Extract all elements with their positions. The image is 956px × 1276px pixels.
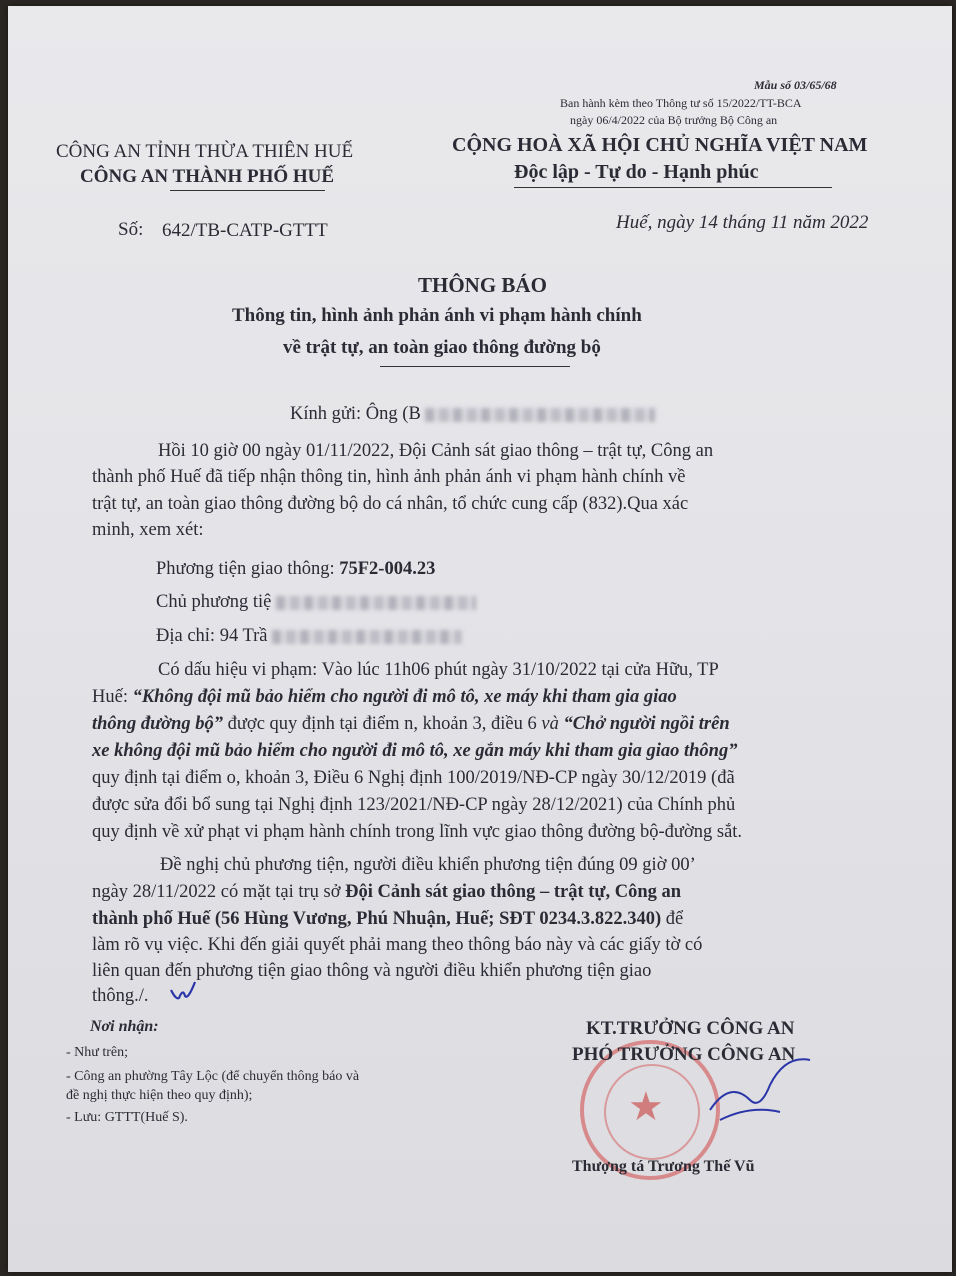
agency-parent: CÔNG AN TỈNH THỪA THIÊN HUẾ (56, 141, 354, 162)
violation-line3 (92, 714, 730, 735)
doc-number: 642/TB-CATP-GTTT (162, 220, 328, 241)
form-number: Mẫu số 03/65/68 (754, 78, 837, 92)
vehicle-plate: 75F2-004.23 (339, 559, 436, 579)
address-line (156, 626, 462, 647)
form-issued-line2: ngày 06/4/2022 của Bộ trưởng Bộ Công an (570, 113, 778, 127)
body-p1-line4: minh, xem xét: (92, 520, 204, 540)
star-icon: ★ (628, 1084, 664, 1130)
motto: Độc lập - Tự do - Hạnh phúc (514, 161, 759, 183)
signer-title1: KT.TRƯỞNG CÔNG AN (586, 1018, 795, 1039)
nation-title: CỘNG HOÀ XÃ HỘI CHỦ NGHĨA VIỆT NAM (452, 134, 868, 156)
form-issued-line1: Ban hành kèm theo Thông tư số 15/2022/TT-BCA (560, 96, 802, 110)
violation-l3-quote2: “Chở người ngồi trên (563, 714, 730, 734)
request-line3 (92, 909, 683, 930)
request-line6: thông./. (92, 986, 149, 1006)
recipients-title: Nơi nhận: (90, 1018, 159, 1035)
violation-l3-text: được quy định tại điểm n, khoản 3, điều 6 (223, 714, 542, 734)
request-l3-text: để (661, 909, 684, 929)
violation-l2-text: Huế: (92, 687, 133, 707)
request-line4: làm rõ vụ việc. Khi đến giải quyết phải mang theo thông báo này và các giấy tờ có (92, 935, 703, 955)
motto-underline (514, 187, 832, 188)
owner-line (156, 592, 476, 613)
violation-line6: được sửa đổi bổ sung tại Nghị định 123/2021/NĐ-CP ngày 28/12/2021) của Chính phủ (92, 795, 736, 815)
request-line2 (92, 882, 681, 903)
recipient-label: Kính gửi: Ông (B (290, 404, 421, 424)
doc-number-label: Số: (118, 219, 144, 240)
signer-name: Thượng tá Trương Thế Vũ (572, 1158, 755, 1175)
body-p1-line2: thành phố Huế đã tiếp nhận thông tin, hình ảnh phản ánh vi phạm hành chính về (92, 467, 686, 487)
request-l2-bold: Đội Cảnh sát giao thông – trật tự, Công an (345, 882, 682, 902)
violation-line1: Có dấu hiệu vi phạm: Vào lúc 11h06 phút ngày 31/10/2022 tại cửa Hữu, TP (158, 660, 719, 680)
request-l3-bold: thành phố Huế (56 Hùng Vương, Phú Nhuận, Huế; SĐT 0234.3.822.340) (92, 909, 662, 929)
violation-l2-quote: “Không đội mũ bảo hiểm cho người đi mô tô, xe máy khi tham gia giao (132, 687, 677, 707)
checkmark-icon (168, 978, 198, 1004)
violation-l3-and: và (541, 714, 564, 734)
title-sub1: Thông tin, hình ảnh phản ánh vi phạm hành chính (232, 305, 642, 326)
vehicle-line (156, 559, 435, 580)
body-p1-line3: trật tự, an toàn giao thông đường bộ do cá nhân, tổ chức cung cấp (832).Qua xác (92, 494, 689, 514)
redacted-owner (276, 596, 476, 610)
redacted-address (272, 630, 462, 644)
request-l2-text: ngày 28/11/2022 có mặt tại trụ sở (92, 882, 346, 902)
request-line5: liên quan đến phương tiện giao thông và người điều khiển phương tiện giao (92, 961, 652, 981)
request-line1: Đề nghị chủ phương tiện, người điều khiển phương tiện đúng 09 giờ 00’ (160, 855, 696, 875)
place-date: Huế, ngày 14 tháng 11 năm 2022 (616, 212, 869, 233)
violation-line2 (92, 687, 677, 708)
title-sub2: về trật tự, an toàn giao thông đường bộ (283, 337, 601, 358)
violation-line4: xe không đội mũ bảo hiểm cho người đi mô tô, xe gắn máy khi tham gia giao thông” (92, 741, 738, 761)
agency-underline (170, 190, 325, 191)
recipients-item: đề nghị thực hiện theo quy định); (66, 1088, 253, 1103)
recipients-item: - Công an phường Tây Lộc (để chuyển thông báo và (66, 1069, 360, 1084)
recipient-line (290, 404, 655, 425)
redacted-name (425, 408, 655, 422)
violation-line7: quy định về xử phạt vi phạm hành chính trong lĩnh vực giao thông đường bộ-đường sắt. (92, 822, 743, 842)
violation-l3-quote: thông đường bộ” (92, 714, 224, 734)
owner-label: Chủ phương tiệ (156, 592, 272, 612)
vehicle-label: Phương tiện giao thông: (156, 559, 335, 579)
signer-title2: PHÓ TRƯỞNG CÔNG AN (572, 1044, 796, 1065)
address-label: Địa chỉ: 94 Trầ (156, 626, 268, 646)
document-title: THÔNG BÁO (418, 273, 547, 297)
title-underline (380, 366, 570, 367)
agency-name: CÔNG AN THÀNH PHỐ HUẾ (80, 166, 335, 187)
signature-mark (690, 1050, 830, 1130)
recipients-item: - Lưu: GTTT(Huế S). (66, 1110, 188, 1125)
recipients-item: - Như trên; (66, 1045, 129, 1060)
violation-line5: quy định tại điểm o, khoản 3, Điều 6 Nghị định 100/2019/NĐ-CP ngày 30/12/2019 (đã (92, 768, 735, 788)
body-p1-line1: Hồi 10 giờ 00 ngày 01/11/2022, Đội Cảnh sát giao thông – trật tự, Công an (158, 441, 714, 461)
